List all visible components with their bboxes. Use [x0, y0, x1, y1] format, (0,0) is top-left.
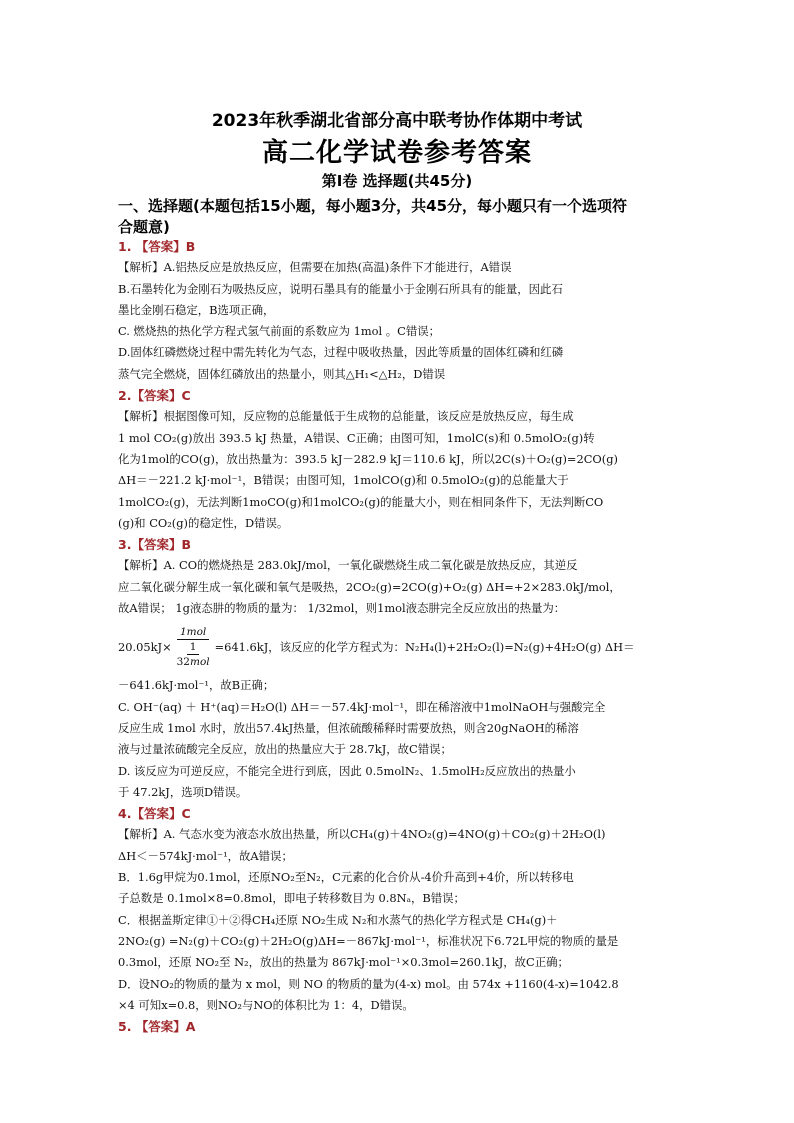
- explanation-line: ΔH＝－221.2 kJ·mol⁻¹，B错误；由图可知，1molCO(g)和 0.5molO₂(g)的总能量大于: [118, 473, 569, 488]
- fraction-inner-numerator: 1: [187, 640, 200, 655]
- explanation-line: B.石墨转化为金刚石为吸热反应，说明石墨具有的能量小于金刚石所具有的能量，因此石: [118, 281, 563, 296]
- explanation-line: 故A错误； 1g液态肼的物质的量为： 1/32mol，则1mol液态肼完全反应放出的热量为：: [118, 601, 566, 616]
- fraction-equation-line: [118, 619, 678, 675]
- section-heading: [118, 196, 678, 238]
- answer-body: [118, 236, 678, 1037]
- explanation-line: 反应生成 1mol 水时，放出57.4kJ热量，但浓硫酸稀释时需要放热，则含20gNaOH的稀溶: [118, 720, 579, 735]
- explanation-line: 墨比金刚石稳定，B选项正确，: [118, 302, 275, 317]
- explanation-line: 于 47.2kJ，选项D错误。: [118, 784, 248, 799]
- fraction-den-unit: mol: [190, 656, 210, 669]
- explanation-line: 【解析】A. CO的燃烧热是 283.0kJ/mol，一氧化碳燃烧生成二氧化碳是放热反应，其逆反: [118, 558, 578, 573]
- answer-label: 3.【答案】B: [118, 537, 191, 553]
- explanation-line: －641.6kJ·mol⁻¹，故B正确；: [118, 678, 275, 693]
- fraction: [174, 625, 213, 669]
- fraction-prefix: 20.05kJ×: [118, 639, 172, 654]
- fraction-numerator: 1mol: [177, 625, 209, 640]
- explanation-line: 1 mol CO₂(g)放出 393.5 kJ 热量，A错误、C正确；由图可知，1molC(s)和 0.5molO₂(g)转: [118, 430, 595, 445]
- explanation-line: ΔH＜－574kJ·mol⁻¹，故A错误；: [118, 848, 293, 863]
- explanation-line: C．根据盖斯定律①＋②得CH₄还原 NO₂生成 N₂和水蒸气的热化学方程式是 CH₄(g)＋: [118, 912, 558, 927]
- explanation-line: 应二氧化碳分解生成一氧化碳和氧气是吸热，2CO₂(g)=2CO(g)+O₂(g) ΔH=+2×283.0kJ/mol，: [118, 579, 621, 594]
- explanation-line: (g)和 CO₂(g)的稳定性，D错误。: [118, 515, 289, 530]
- explanation-line: 子总数是 0.1mol×8=0.8mol，即电子转移数目为 0.8Nₐ，B错误；: [118, 891, 465, 906]
- answer-key-title: 高二化学试卷参考答案: [261, 138, 532, 168]
- answer-label: 4.【答案】C: [118, 806, 191, 822]
- explanation-line: D. 该反应为可逆反应，不能完全进行到底，因此 0.5molN₂、1.5molH₂反应放出的热量小: [118, 763, 576, 778]
- explanation-line: B．1.6g甲烷为0.1mol，还原NO₂至N₂，C元素的化合价从-4价升高到+4价，所以转移电: [118, 870, 574, 885]
- section-heading-line: 一、选择题(本题包括15小题，每小题3分，共45分，每小题只有一个选项符: [118, 197, 628, 215]
- explanation-line: 蒸气完全燃烧，固体红磷放出的热量小，则其△H₁<△H₂，D错误: [118, 366, 446, 381]
- explanation-line: 液与过量浓硫酸完全反应，放出的热量应大于 28.7kJ，故C错误；: [118, 742, 452, 757]
- explanation-line: C. 燃烧热的热化学方程式氢气前面的系数应为 1mol 。C错误；: [118, 324, 441, 339]
- explanation-line: ×4 可知x=0.8，则NO₂与NO的体积比为 1：4，D错误。: [118, 997, 414, 1012]
- explanation-line: 【解析】根据图像可知，反应物的总能量低于生成物的总能量，该反应是放热反应，每生成: [118, 409, 574, 424]
- section-heading-line: 合题意): [118, 218, 170, 236]
- part-title: 第Ⅰ卷 选择题(共45分): [321, 172, 473, 190]
- exam-title: 2023年秋季湖北省部分高中联考协作体期中考试: [211, 111, 583, 131]
- answer-label: 2.【答案】C: [118, 388, 191, 404]
- explanation-line: 1molCO₂(g)，无法判断1moCO(g)和1molCO₂(g)的能量大小，则在相同条件下，无法判断CO: [118, 494, 604, 509]
- explanation-line: D.固体红磷燃烧过程中需先转化为气态，过程中吸收热量，因此等质量的固体红磷和红磷: [118, 345, 564, 360]
- answer-label: 1. 【答案】B: [118, 239, 196, 254]
- fraction-suffix: =641.6kJ，该反应的化学方程式为：N₂H₄(l)+2H₂O₂(l)=N₂(g)+4H₂O(g) ΔH＝: [214, 639, 635, 654]
- answer-label: 5. 【答案】A: [118, 1019, 196, 1035]
- fraction-den-value: 32: [176, 656, 190, 669]
- explanation-line: 化为1mol的CO(g)，放出热量为：393.5 kJ－282.9 kJ＝110.6 kJ，所以2C(s)＋O₂(g)=2CO(g): [118, 451, 618, 466]
- explanation-line: 【解析】A.铝热反应是放热反应，但需要在加热(高温)条件下才能进行，A错误: [118, 260, 512, 275]
- explanation-line: D．设NO₂的物质的量为 x mol，则 NO 的物质的量为(4-x) mol。由 574x +1160(4-x)=1042.8: [118, 976, 619, 991]
- fraction-denominator: [174, 655, 213, 669]
- explanation-line: C. OH⁻(aq) ＋ H⁺(aq)＝H₂O(l) ΔH＝－57.4kJ·mol⁻¹，即在稀溶液中1molNaOH与强酸完全: [118, 699, 606, 714]
- explanation-line: 【解析】A. 气态水变为液态水放出热量，所以CH₄(g)＋4NO₂(g)=4NO(g)＋CO₂(g)＋2H₂O(l): [118, 827, 606, 842]
- explanation-line: 2NO₂(g) =N₂(g)＋CO₂(g)＋2H₂O(g)ΔH=－867kJ·mol⁻¹，标准状况下6.72L甲烷的物质的量是: [118, 933, 619, 948]
- explanation-line: 0.3mol，还原 NO₂至 N₂，放出的热量为 867kJ·mol⁻¹×0.3mol=260.1kJ，故C正确；: [118, 955, 569, 970]
